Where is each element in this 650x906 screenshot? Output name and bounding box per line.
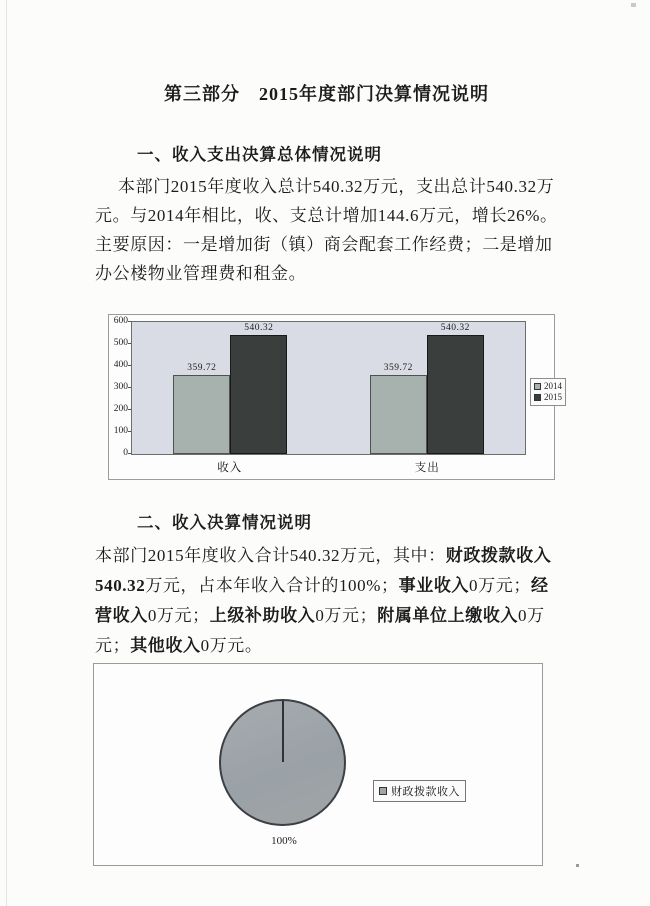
section2-heading: 二、收入决算情况说明 (137, 513, 312, 532)
category-label: 支出 (414, 462, 440, 474)
bar-value-label: 540.32 (440, 323, 470, 334)
pie-legend-label: 财政拨款收入 (391, 786, 460, 798)
text-line (95, 201, 563, 230)
scan-artifact-bottom-right (576, 864, 579, 867)
pie-slice-boundary-line (282, 701, 284, 762)
income-pie-chart (93, 663, 543, 866)
bar-value-label: 540.32 (244, 323, 274, 334)
pie-percentage-label: 100% (271, 835, 297, 847)
text-run: 主要原因：一是增加街（镇）商会配套工作经费；二是增加 (95, 235, 553, 254)
bold-text-run: 附属单位上缴收入 (377, 606, 519, 625)
section1-paragraph (95, 172, 563, 288)
text-run: 本部门2015年度收入总计540.32万元，支出总计540.32万 (118, 177, 555, 196)
bar-value-label: 359.72 (383, 362, 413, 373)
bold-text-run: 营收入 (95, 606, 148, 625)
pie-chart-legend (373, 780, 466, 802)
legend-entry-2014 (534, 381, 562, 392)
text-line (95, 259, 563, 288)
text-line (95, 230, 563, 259)
bold-text-run: 540.32 (95, 576, 146, 595)
text-run: 办公楼物业管理费和租金。 (95, 264, 307, 283)
bar-group-income (132, 322, 329, 454)
y-axis-tick-label: 200 (113, 404, 128, 414)
bold-text-run: 事业收入 (398, 576, 470, 595)
text-run: 0万元； (315, 606, 378, 625)
y-axis-tick-label: 500 (113, 338, 128, 348)
legend-entry-label: 2014 (544, 381, 562, 391)
text-line (95, 601, 563, 631)
bar-chart-plot-area (131, 321, 526, 455)
section1-heading: 一、收入支出决算总体情况说明 (137, 145, 382, 164)
bold-text-run: 财政拨款收入 (445, 546, 552, 565)
section2-paragraph (95, 541, 563, 661)
bold-text-run: 上级补助收入 (209, 606, 316, 625)
text-run: 0万 (518, 606, 545, 625)
text-line (95, 172, 563, 201)
scan-artifact-left-edge (6, 0, 7, 906)
legend-entry-label: 2015 (544, 392, 562, 402)
bold-text-run: 其他收入 (130, 636, 201, 655)
text-run: 元。与2014年相比，收、支总计增加144.6万元，增长26%。 (95, 206, 558, 225)
scan-artifact-top-right (631, 3, 636, 7)
y-axis-tick-label: 100 (113, 426, 128, 436)
bar-2015 (427, 323, 484, 454)
bar-chart-category-axis (131, 459, 526, 475)
text-run: 0万元。 (200, 636, 263, 655)
bar-group-expenditure (329, 322, 526, 454)
text-run: 万元，占本年收入合计的100%； (145, 576, 399, 595)
text-run: 0万元； (147, 606, 210, 625)
document-title: 第三部分 2015年度部门决算情况说明 (164, 84, 489, 104)
legend-entry-2015 (534, 392, 562, 403)
text-line (95, 571, 563, 601)
bar-2014 (173, 362, 230, 454)
text-line (95, 631, 563, 661)
text-run: 元； (95, 636, 131, 655)
legend-swatch-icon (534, 394, 541, 401)
y-axis-tick-label: 600 (113, 316, 128, 326)
bold-text-run: 经 (530, 576, 549, 595)
income-expenditure-bar-chart (108, 314, 562, 480)
text-run: 本部门2015年度收入合计540.32万元，其中： (95, 546, 446, 565)
legend-swatch-icon (534, 383, 541, 390)
y-axis-tick-label: 400 (113, 360, 128, 370)
bar-chart-legend (530, 378, 566, 406)
text-run: 0万元； (469, 576, 531, 595)
bar-2015 (230, 323, 287, 454)
y-axis-tick-label: 300 (113, 382, 128, 392)
category-label: 收入 (217, 462, 243, 474)
legend-swatch-icon (379, 787, 387, 795)
text-line (95, 541, 563, 571)
bar-value-label: 359.72 (187, 362, 217, 373)
bar-2014 (370, 362, 427, 454)
y-axis-tick-label: 0 (123, 448, 128, 458)
